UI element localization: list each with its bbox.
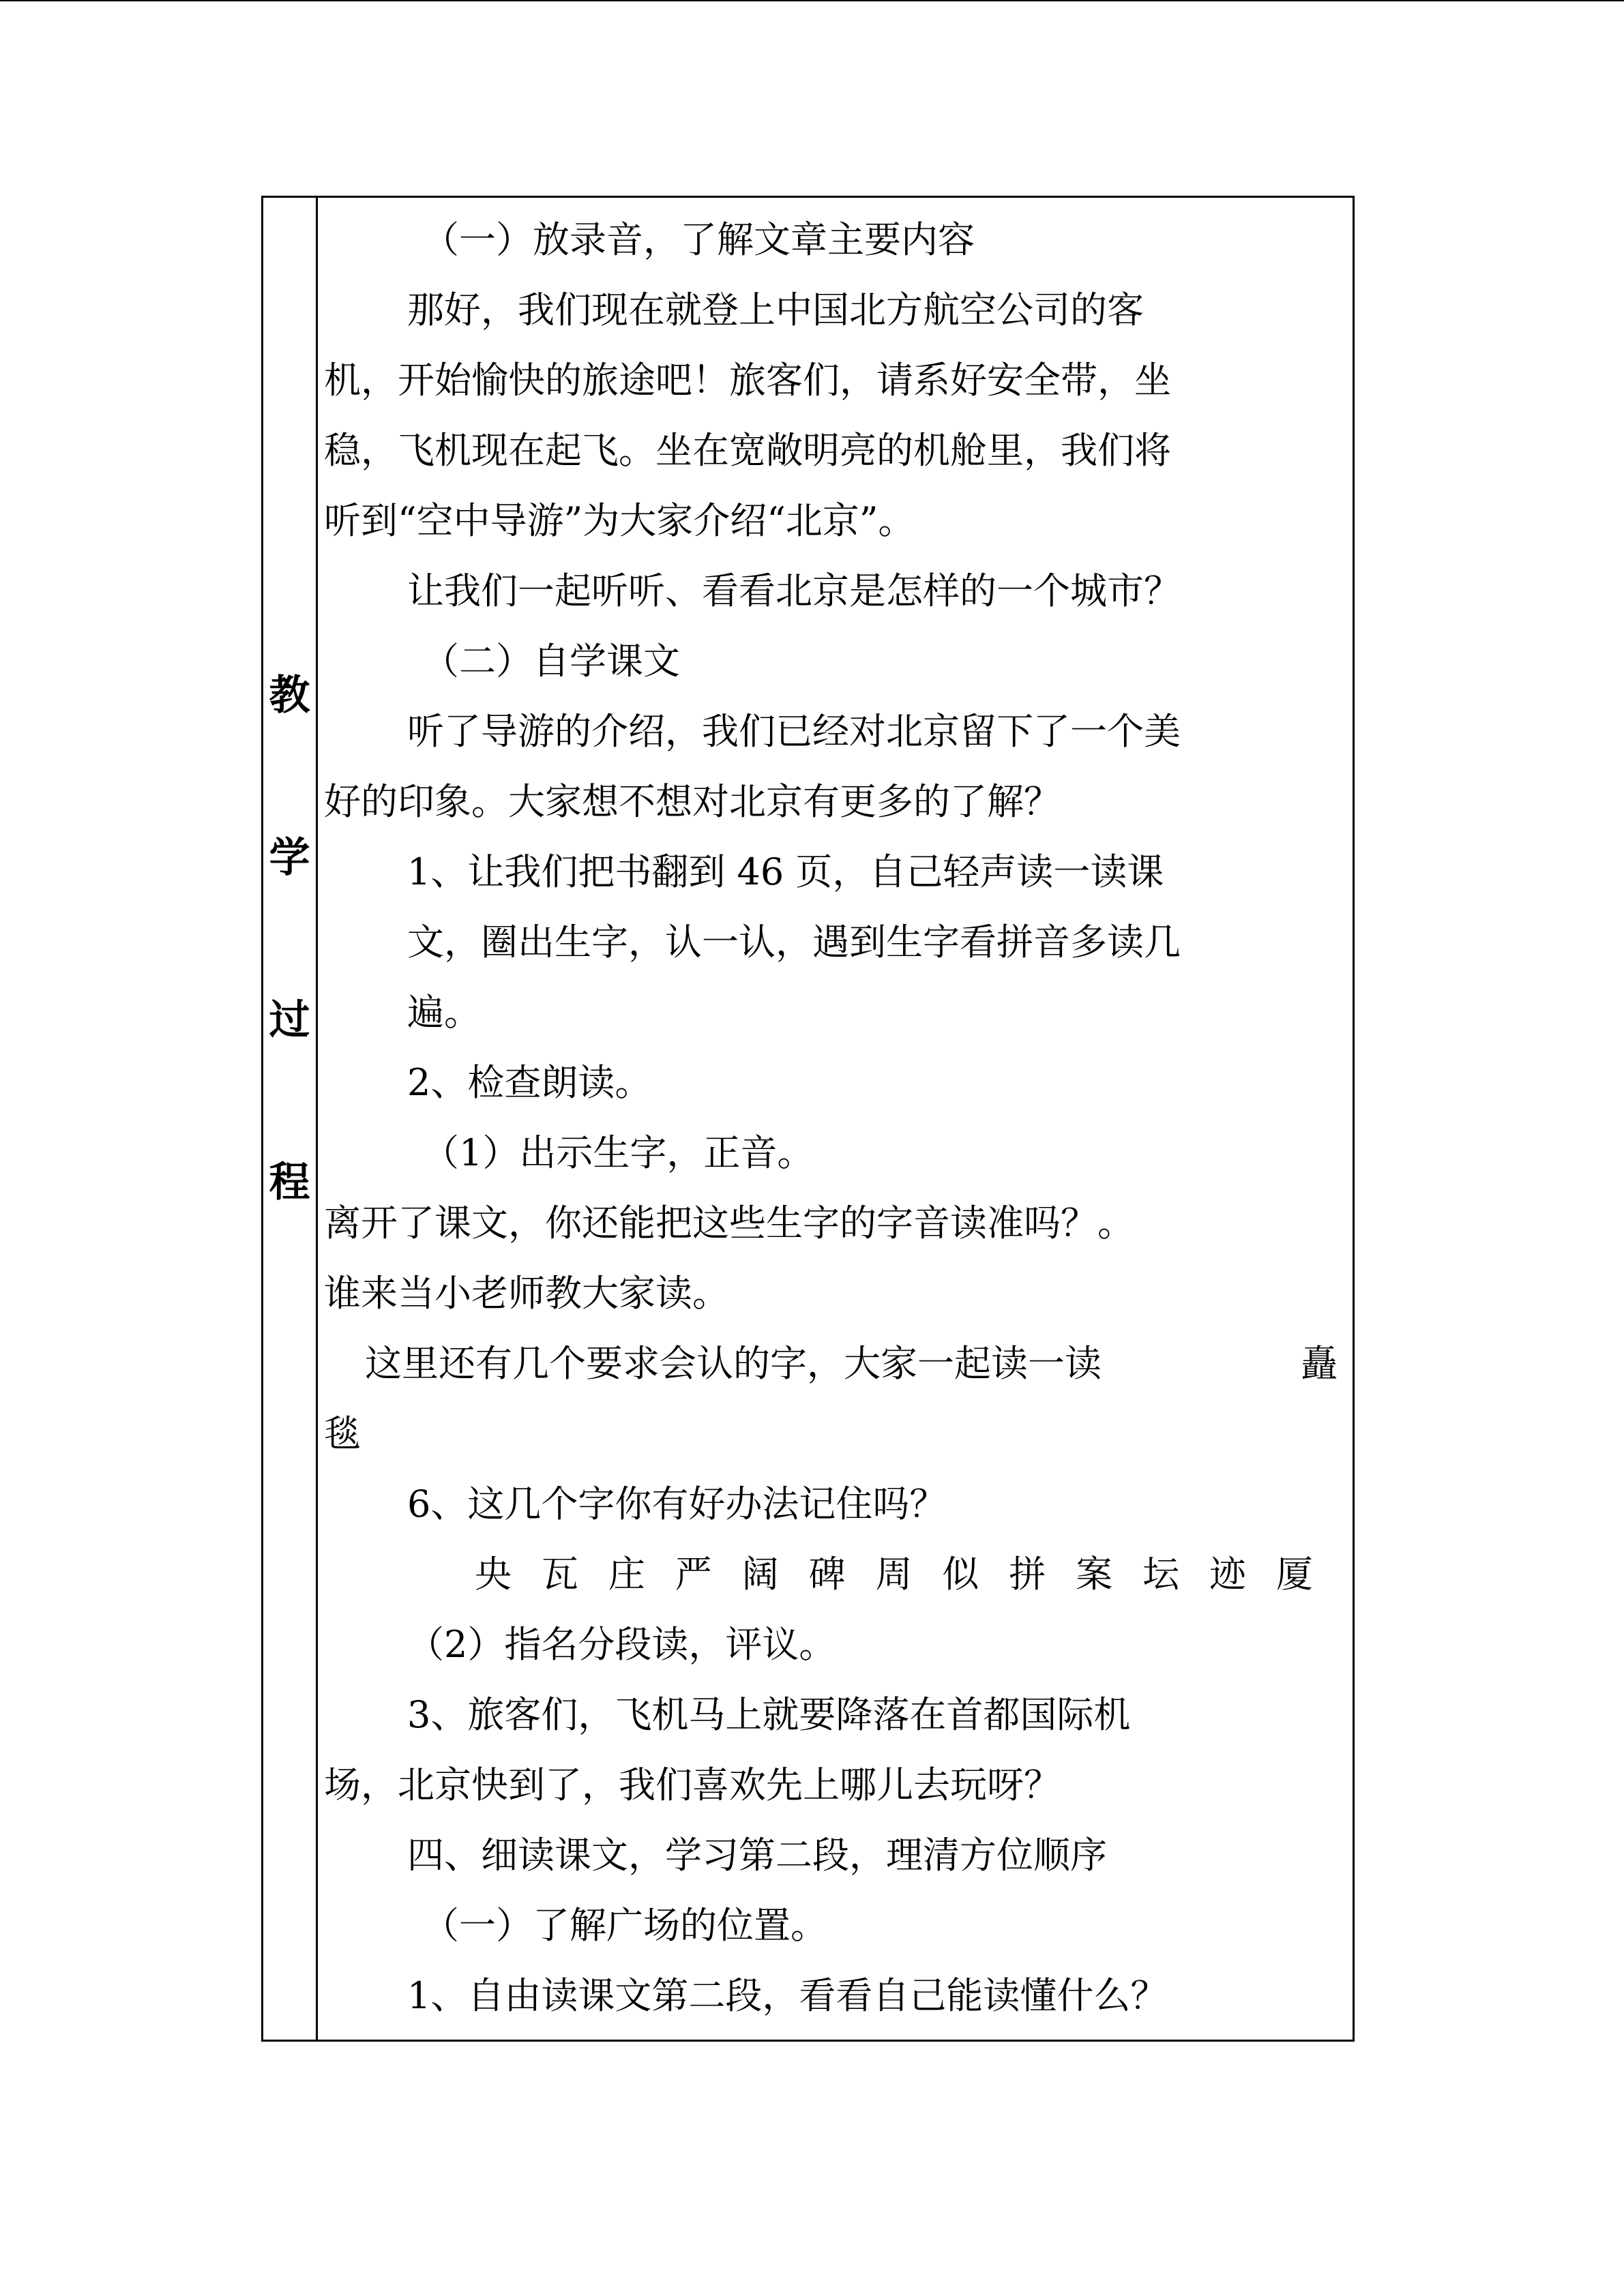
lesson-content: [320, 198, 1353, 2040]
character-item: 厦: [1275, 1553, 1313, 1596]
page-top-rule: [0, 0, 1624, 1]
text-line: [320, 1340, 1353, 1388]
text-line: 稳，飞机现在起飞。坐在宽敞明亮的机舱里，我们将: [324, 429, 1171, 472]
text-line: 文，圈出生字，认一认，遇到生字看拼音多读几: [407, 921, 1181, 964]
text-line: 谁来当小老师教大家读。: [324, 1272, 729, 1315]
text-segment: 这里还有几个要求会认的字，大家一起读一读: [365, 1342, 1102, 1385]
text-line: 听到“空中导游”为大家介绍“北京”。: [324, 499, 915, 542]
character-item: 碑: [808, 1553, 846, 1596]
text-line: （1）出示生字，正音。: [422, 1131, 814, 1174]
text-line: 离开了课文，你还能把这些生字的字音读准吗？。: [324, 1202, 1134, 1244]
character-item: 案: [1076, 1553, 1113, 1596]
text-line: 场，北京快到了，我们喜欢先上哪儿去玩呀？: [324, 1763, 1061, 1806]
character-item: 拼: [1009, 1553, 1046, 1596]
text-line: 毯: [324, 1412, 361, 1455]
section-label-char: 过: [269, 996, 310, 1044]
lesson-table: [261, 196, 1355, 2042]
character-item: 似: [942, 1553, 979, 1596]
character-item: 坛: [1142, 1553, 1180, 1596]
text-segment: 矗: [1301, 1342, 1338, 1385]
text-line: 机，开始愉快的旅途吧！旅客们，请系好安全带，坐: [324, 359, 1171, 402]
text-line: 3、旅客们，飞机马上就要降落在首都国际机: [407, 1693, 1131, 1736]
character-item: 严: [675, 1553, 712, 1596]
text-line: （二）自学课文: [422, 640, 680, 683]
character-item: 瓦: [541, 1553, 578, 1596]
character-item: 周: [875, 1553, 913, 1596]
character-item: 阔: [741, 1553, 779, 1596]
text-line: （2）指名分段读，评议。: [407, 1623, 836, 1666]
text-line: 好的印象。大家想不想对北京有更多的了解？: [324, 780, 1061, 823]
text-line: 那好，我们现在就登上中国北方航空公司的客: [407, 288, 1144, 331]
character-item: 央: [475, 1553, 512, 1596]
character-item: 庄: [608, 1553, 645, 1596]
text-line: 1、自由读课文第二段，看看自己能读懂什么？: [407, 1974, 1168, 2017]
section-label-column: [263, 198, 318, 2040]
text-line: 遍。: [407, 991, 481, 1034]
text-line: 听了导游的介绍，我们已经对北京留下了一个美: [407, 710, 1181, 753]
text-line: 让我们一起听听、看看北京是怎样的一个城市？: [407, 569, 1181, 612]
character-item: 迹: [1209, 1553, 1246, 1596]
section-label-char: 程: [269, 1159, 310, 1206]
text-line: 四、细读课文，学习第二段，理清方位顺序: [407, 1834, 1107, 1877]
text-line: （一）放录音，了解文章主要内容: [422, 218, 975, 261]
text-line: 1、让我们把书翻到 46 页，自己轻声读一读课: [407, 850, 1164, 893]
character-row: [475, 1551, 1313, 1598]
text-line: 6、这几个字你有好办法记住吗？: [407, 1482, 947, 1525]
section-label-char: 教: [269, 672, 310, 719]
text-line: 2、检查朗读。: [407, 1061, 652, 1104]
section-label-char: 学: [269, 834, 310, 882]
text-line: （一）了解广场的位置。: [422, 1904, 827, 1947]
